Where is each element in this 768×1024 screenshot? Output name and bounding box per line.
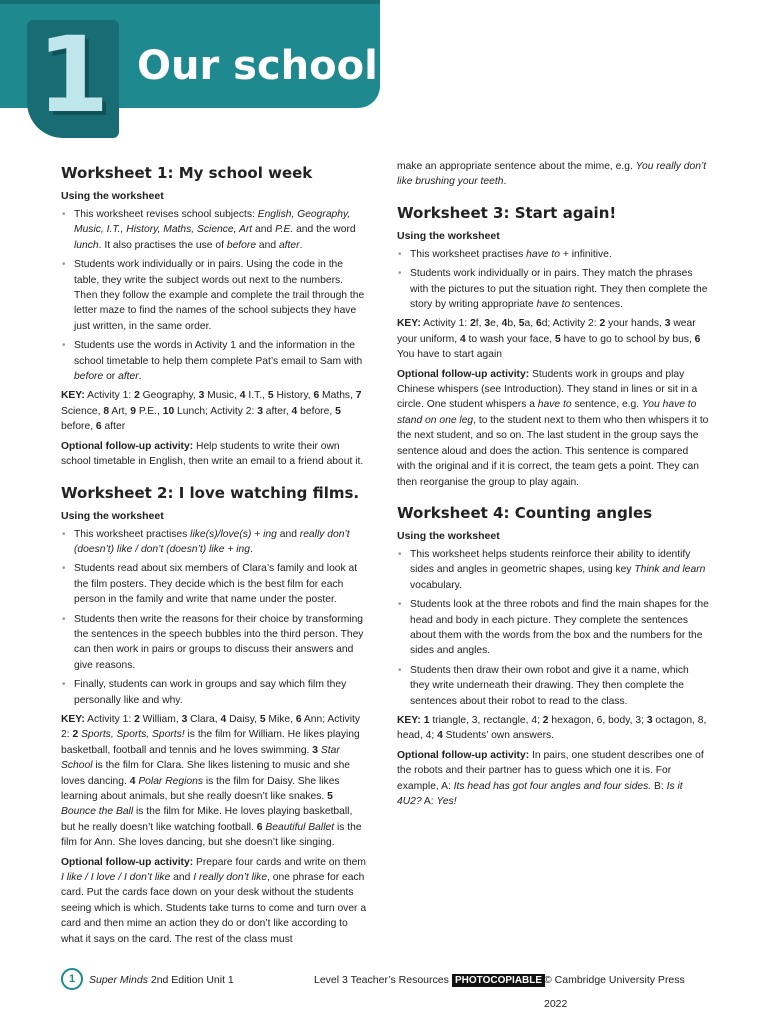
unit-number: 1 [36, 14, 110, 136]
ws4-bullet-1: • This worksheet helps students reinforce their ability to identify sides and angles in geometric shapes, using key Think and learn vocabulary. [397, 547, 709, 593]
ws2-bullets [61, 527, 369, 708]
ws4-bullets [397, 547, 709, 709]
ws3-using-heading: Using the worksheet [397, 229, 500, 242]
ws1-follow-up: Optional follow-up activity: Help students to write their own school timetable in English, then write an email to a friend about it. [61, 440, 364, 468]
ws1-title: Worksheet 1: My school week [61, 164, 313, 182]
page-number: 1 [61, 968, 83, 990]
right-column [397, 159, 709, 813]
ws1-bullet-2: • Students work individually or in pairs. Using the code in the table, they write the subject words out next to the numbers. Then they follow the example and complete the trail through the letter maze to find the names of the school subjects they have just written, in the same order. [61, 257, 369, 334]
ws2-follow-up: Optional follow-up activity: Prepare four cards and write on them I like / I love / I don’t like and I really don’t like, one phrase for each card. Put the cards face down on your desk without the students seeing which is which. Students take turns to come and turn over a card and then mime an action they do or don’t like according to what it says on the card. The rest of the class must [61, 856, 367, 945]
unit-title: Our school [137, 43, 378, 89]
photocopiable-badge: PHOTOCOPIABLE [452, 974, 545, 987]
ws4-key: KEY: 1 triangle, 3, rectangle, 4; 2 hexagon, 6, body, 3; 3 octagon, 8, head, 4; 4 Students’ own answers. [397, 714, 707, 742]
ws3-bullets [397, 247, 709, 313]
left-column [61, 160, 369, 951]
ws4-bullet-3: • Students then draw their own robot and give it a name, which they write underneath their drawing. They then complete the sentences about their robot to read to the class. [397, 663, 709, 709]
ws4-using-heading: Using the worksheet [397, 529, 500, 542]
ws1-bullets [61, 207, 369, 384]
ws2-bullet-3: • Students then write the reasons for their choice by transforming the sentences in the speech bubbles into the third person. They can then work in pairs or groups to discuss their answers and give reasons. [61, 612, 369, 674]
ws4-bullet-2: • Students look at the three robots and find the main shapes for the head and body in each picture. They complete the sentences about them with the words from the box and the numbers for the sides and angles. [397, 597, 709, 659]
footer-level: Level 3 Teacher’s Resources [314, 974, 449, 986]
ws3-bullet-1: • This worksheet practises have to + infinitive. [397, 247, 709, 262]
ws2-using-heading: Using the worksheet [61, 509, 164, 522]
ws4-follow-up: Optional follow-up activity: In pairs, one student describes one of the robots and their partner has to guess which one it is. For example, A: Its head has got four angles and four sides. B: Is it 4U2? A: Yes! [397, 749, 704, 807]
ws1-bullet-1: • This worksheet revises school subjects: English, Geography, Music, I.T., History, Maths, Science, Art and P.E. and the word lunch. It also practises the use of before and after. [61, 207, 369, 253]
ws1-bullet-3: • Students use the words in Activity 1 and the information in the school timetable to help them complete Pat’s email to Sam with before or after. [61, 338, 369, 384]
ws3-bullet-2: • Students work individually or in pairs. They match the phrases with the pictures to put the situation right. They then complete the story by writing appropriate have to sentences. [397, 266, 709, 312]
banner-shade [0, 0, 380, 4]
ws4-title: Worksheet 4: Counting angles [397, 503, 653, 522]
ws3-key: KEY: Activity 1: 2f, 3e, 4b, 5a, 6d; Activity 2: 2 your hands, 3 wear your uniform, 4 to wash your face, 5 have to go to school by bus, 6 You have to start again [397, 318, 701, 361]
ws2-bullet-4: • Finally, students can work in groups and say which film they personally like and why. [61, 677, 369, 708]
page-footer [61, 968, 709, 1010]
ws2-bullet-1: • This worksheet practises like(s)/love(s) + ing and really don’t (doesn’t) like / don’t (doesn’t) like + ing. [61, 527, 369, 558]
ws2-key: KEY: Activity 1: 2 William, 3 Clara, 4 Daisy, 5 Mike, 6 Ann; Activity 2: 2 Sports, Sports, Sports! is the film for William. He likes playing basketball, football and tennis and he loves swimming. 3 Star School is the film for Clara. She likes listening to music and she loves dancing. 4 Polar Regions is the film for Daisy. She likes learning about animals, but she really doesn’t like snakes. 5 Bounce the Ball is the film for Mike. He loves playing basketball, but he really doesn’t like watching football. 6 Beautiful Ballet is the film for Ann. She loves dancing, but she doesn’t like singing. [61, 713, 362, 849]
footer-copyright: © Cambridge University Press 2022 [544, 974, 685, 1010]
ws3-title: Worksheet 3: Start again! [397, 203, 617, 222]
ws2-bullet-2: • Students read about six members of Clara’s family and look at the film posters. They decide which is the best film for each person in the family and write that name under the poster. [61, 561, 369, 607]
ws2-follow-up-continued: make an appropriate sentence about the mime, e.g. You really don’t like brushing your teeth. [397, 161, 707, 188]
ws1-using-heading: Using the worksheet [61, 190, 164, 202]
ws1-key: KEY: Activity 1: 2 Geography, 3 Music, 4 I.T., 5 History, 6 Maths, 7 Science, 8 Art, 9 P.E., 10 Lunch; Activity 2: 3 after, 4 before, 5 before, 6 after [61, 390, 362, 433]
ws2-title: Worksheet 2: I love watching films. [61, 483, 360, 502]
ws3-follow-up: Optional follow-up activity: Students work in groups and play Chinese whispers (see Introduction). They stand in lines or sit in a circle. One student whispers a have to sentence, e.g. You have to stand on one leg, to the student next to them who then whispers it to the next student, and so on. The last student in the group says the sentence aloud and does the action. This sentence is compared with the original and if it is correct, the team gets a point. They can then reorganise the group to play again. [397, 368, 709, 488]
footer-series: Super Minds 2nd Edition Unit 1 [89, 974, 234, 986]
